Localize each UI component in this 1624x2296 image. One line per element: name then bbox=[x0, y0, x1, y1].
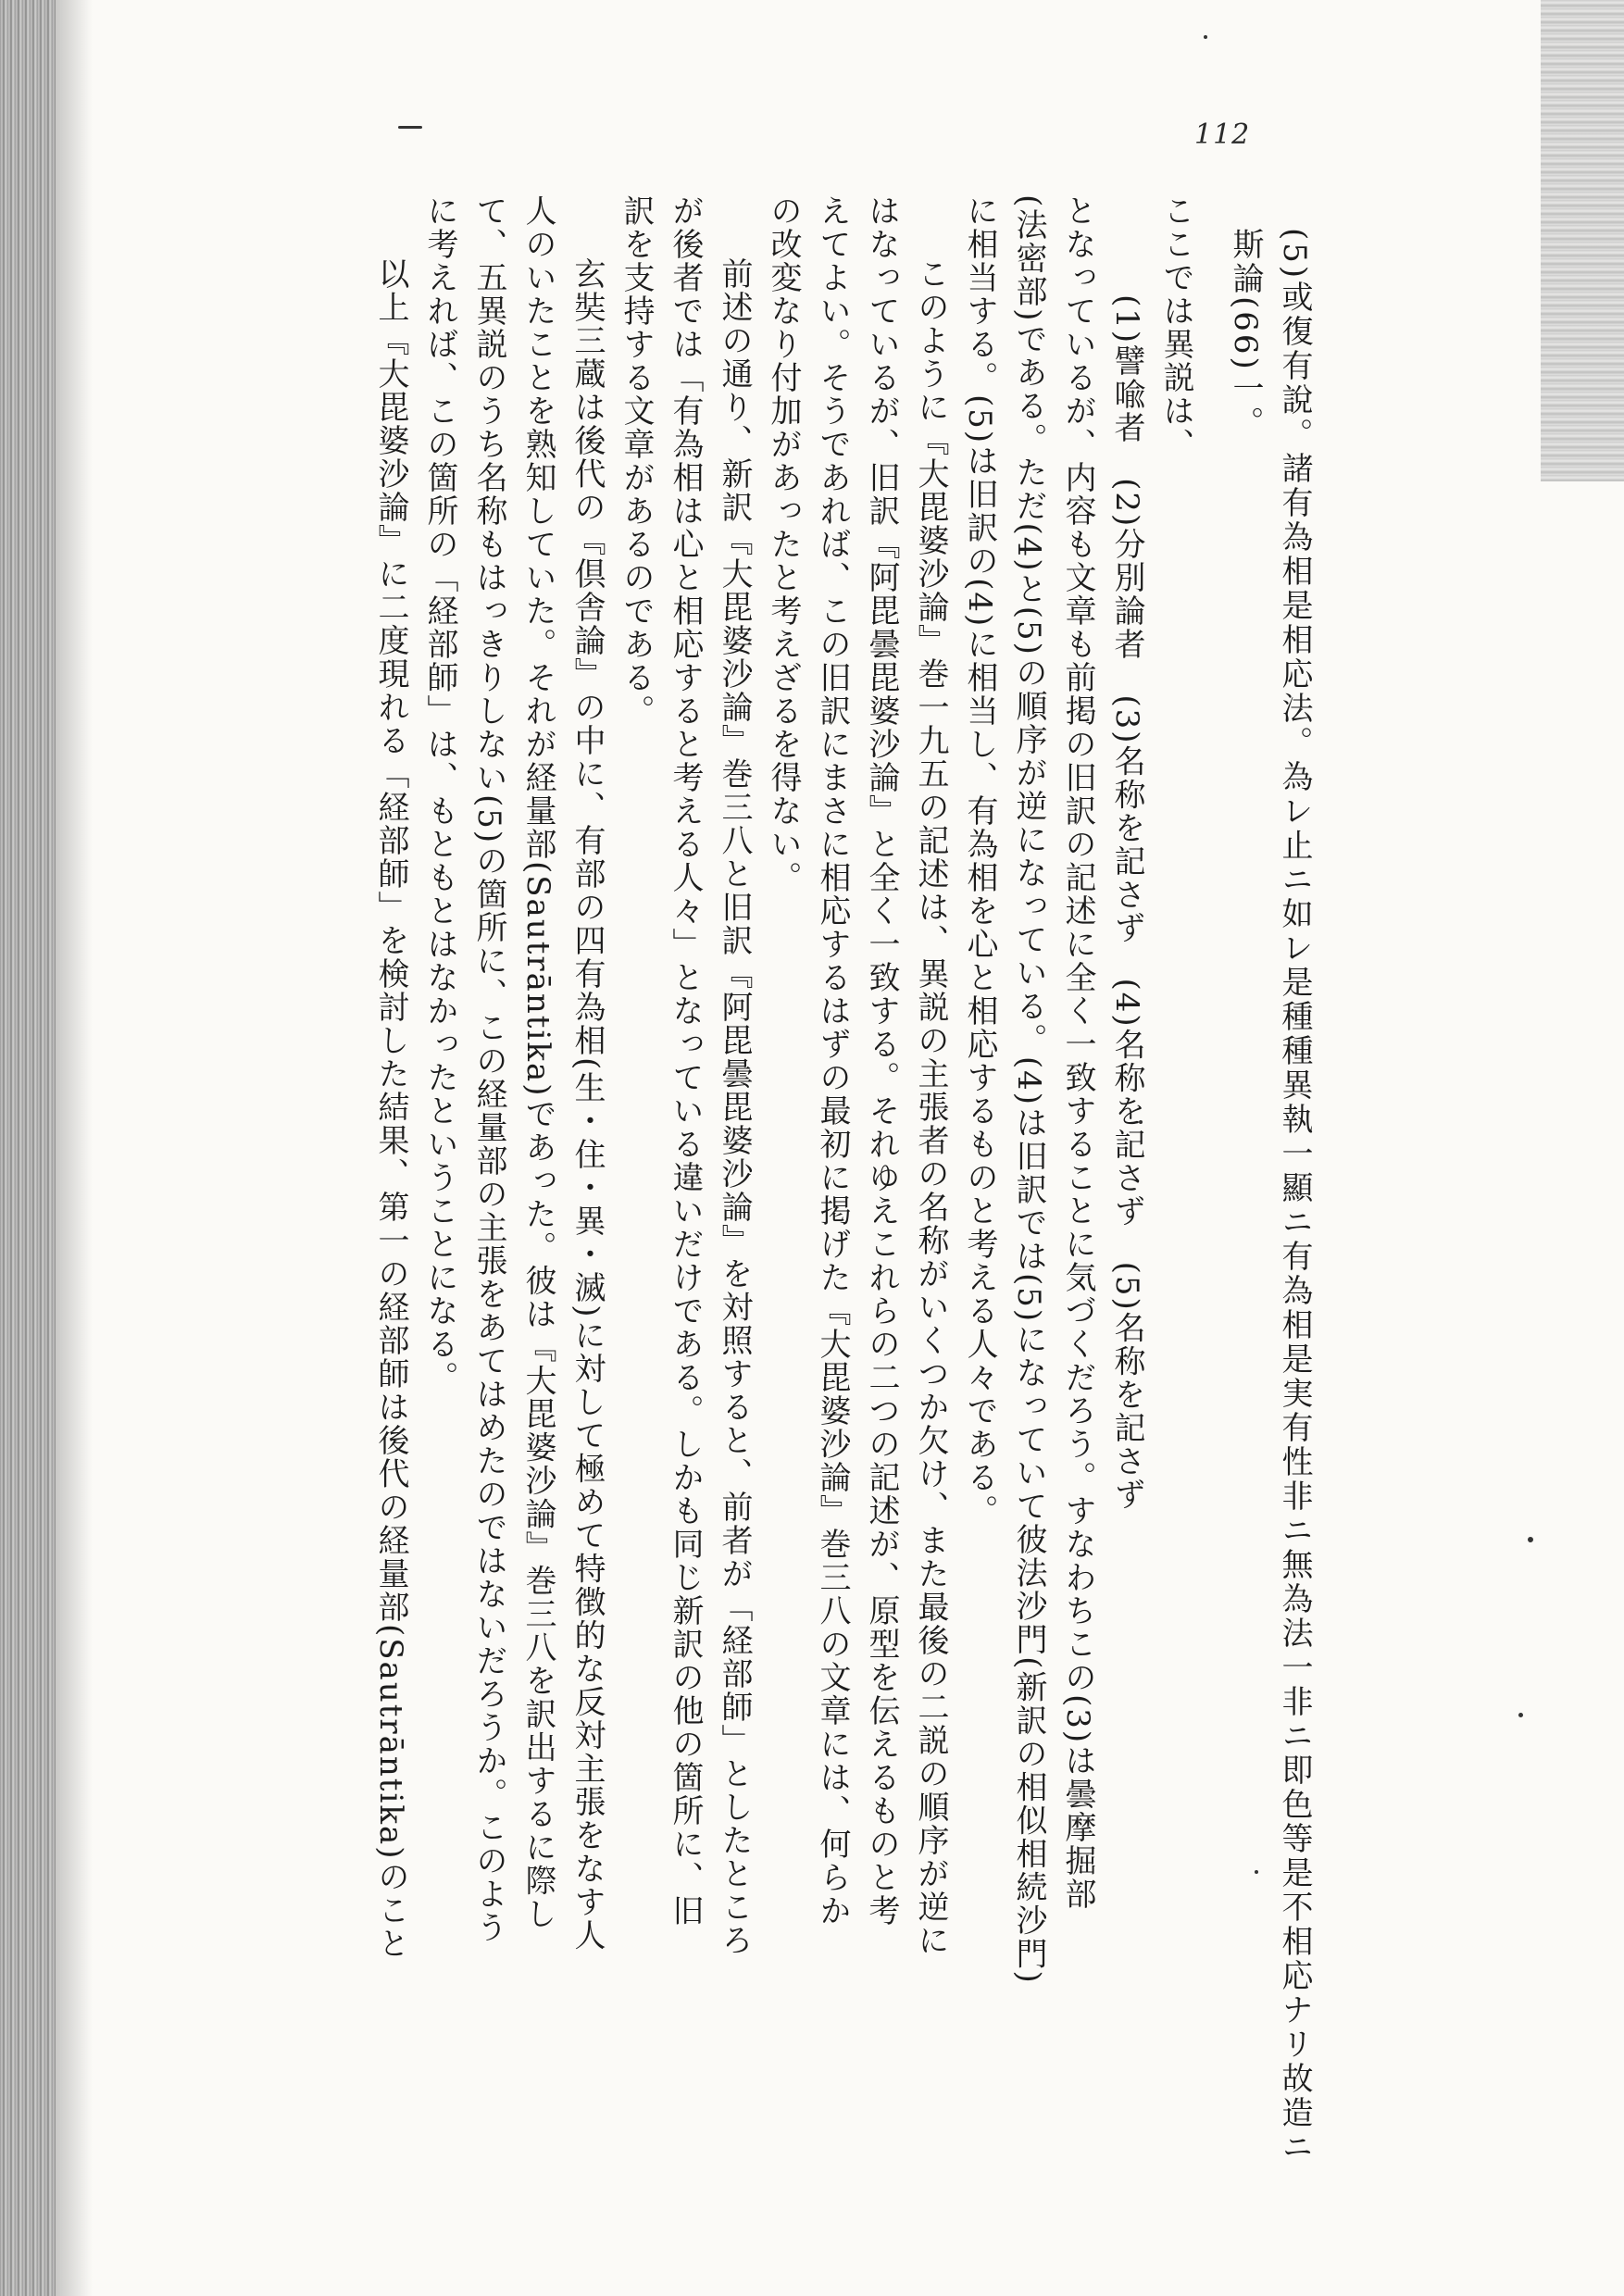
body-line: 訳を支持する文章があるのである。 bbox=[618, 194, 655, 728]
binding-shadow-left bbox=[0, 0, 56, 2296]
body-line: 前述の通り、新訳『大毘婆沙論』巻三八と旧訳『阿毘曇毘婆沙論』を対照すると、前者が「経部師」としたところ bbox=[716, 257, 753, 1957]
quote-line: 斯論(66)一。 bbox=[1227, 228, 1264, 441]
body-line: ここでは異説は、 bbox=[1157, 194, 1194, 461]
body-line: となっているが、内容も文章も前掲の旧訳の記述に全く一致することに気づくだろう。すなわちこの(3)は曇摩掘部 bbox=[1059, 194, 1096, 1912]
body-line: の改変なり付加があったと考えざるを得ない。 bbox=[765, 194, 802, 894]
paragraph-gap bbox=[1200, 194, 1220, 2213]
scan-speck bbox=[1518, 1713, 1523, 1717]
body-line: て、五異説のうち名称もはっきりしない(5)の箇所に、この経量部の主張をあてはめたのではないだろうか。このよう bbox=[470, 194, 507, 1945]
scan-speck bbox=[1528, 1537, 1533, 1542]
body-line: 玄奘三蔵は後代の『倶舎論』の中に、有部の四有為相(生・住・異・滅)に対して極めて特徴的な反対主張をなす人 bbox=[568, 257, 606, 1953]
scan-speck bbox=[1204, 35, 1207, 39]
body-line: が後者では「有為相は心と相応すると考える人々」となっている違いだけである。しかも同じ新訳の他の箇所に、旧 bbox=[667, 194, 704, 1928]
body-line: (法密部)である。ただ(4)と(5)の順序が逆になっている。(4)は旧訳では(5)になっていて彼法沙門(新訳の相似相続沙門) bbox=[1010, 194, 1047, 1985]
body-line: に相当する。(5)は旧訳の(4)に相当し、有為相を心と相応するものと考える人々である。 bbox=[961, 194, 998, 1529]
body-line: えてよい。そうであれば、この旧訳にまさに相応するはずの最初に掲げた『大毘婆沙論』巻三八の文章には、何らか bbox=[814, 194, 851, 1928]
body-line: 以上『大毘婆沙論』に二度現れる「経部師」を検討した結果、第一の経部師は後代の経量部(Sautrāntika)のこと bbox=[372, 257, 409, 1961]
scan-speck bbox=[398, 126, 422, 129]
body-line: に考えれば、この箇所の「経部師」は、もともとはなかったということになる。 bbox=[421, 194, 458, 1394]
body-line: このように『大毘婆沙論』巻一九五の記述は、異説の主張者の名称がいくつか欠け、また最後の二説の順序が逆に bbox=[912, 257, 949, 1957]
body-line: 人のいたことを熟知していた。それが経量部(Sautrāntika)であった。彼は『大毘婆沙論』巻三八を訳出するに際し bbox=[519, 194, 556, 1931]
page-number: 112 bbox=[1194, 119, 1251, 151]
binding-shadow-right bbox=[1541, 0, 1624, 481]
quote-line: (5)或復有說。諸有為相是相応法。為レ止ニ如レ是種種異執一顯ニ有為相是実有性非ニ無為法一非ニ即色等是不相応ナリ故造ニ bbox=[1276, 228, 1313, 2165]
body-line: (1)譬喩者 (2)分別論者 (3)名称を記さず (4)名称を記さず (5)名称を記さず bbox=[1108, 294, 1145, 1512]
body-line: はなっているが、旧訳『阿毘曇毘婆沙論』と全く一致する。それゆえこれらの二つの記述が、原型を伝えるものと考 bbox=[863, 194, 900, 1928]
vertical-text-block bbox=[217, 194, 1318, 2213]
